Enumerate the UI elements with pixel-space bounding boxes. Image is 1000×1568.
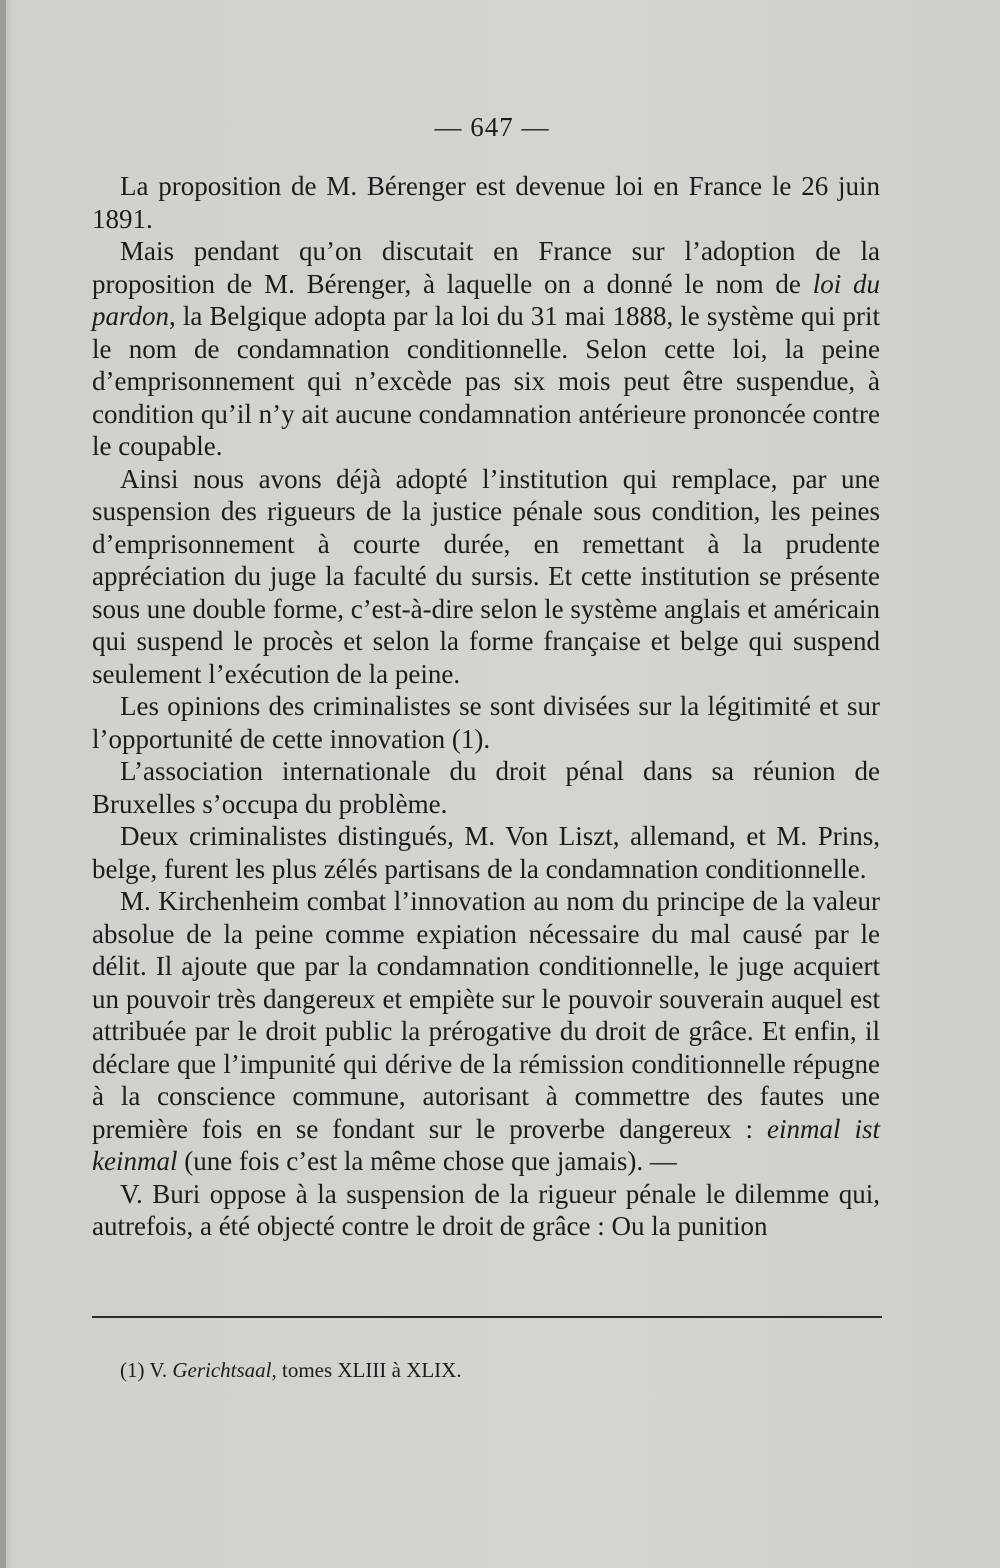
- paragraph-2-text-end: , la Belgique adopta par la loi du 31 mai 1888, le système qui prit le nom de condamnation conditionnelle. Selon cette loi, la peine d’emprisonnement qui n’excède pas six mois peut être suspendue, à condition qu’il n’y ait aucune condamnation antérieure prononcée contre le coupable.: [92, 301, 880, 461]
- paragraph-3-text: Ainsi nous avons déjà adopté l’institution qui remplace, par une suspension des rigueurs de la justice pénale sous condition, les peines d’emprisonnement à courte durée, en remettant à la prudente appréciation du juge la faculté du sursis. Et cette institution se présente sous une double forme, c’est-à-dire selon le système anglais et américain qui suspend le procès et selon la forme française et belge qui suspend seulement l’exécution de la peine.: [92, 463, 880, 689]
- paragraph-1-text: La proposition de M. Bérenger est devenue loi en France le 26 juin 1891.: [92, 171, 880, 234]
- paragraph-7-text-start: M. Kirchenheim combat l’innovation au nom du principe de la valeur absolue de la peine comme expiation nécessaire du mal causé par le délit. Il ajoute que par la condamnation conditionnelle, le juge acquiert un pouvoir très dangereux et empiète sur le pouvoir souverain auquel est attribuée par le droit public la prérogative du droit de grâce. Et enfin, il déclare que l’impunité qui dérive de la rémission conditionnelle répugne à la conscience commune, autorisant à commettre des fautes une première fois en se fondant sur le proverbe dangereux :: [92, 886, 880, 1144]
- paragraph-3: [92, 463, 880, 691]
- paragraph-5-text: L’association internationale du droit pénal dans sa réunion de Bruxelles s’occupa du problème.: [92, 756, 880, 819]
- paragraph-8: [92, 1178, 880, 1243]
- footnote-source-title: Gerichtsaal,: [172, 1358, 277, 1382]
- paragraph-7: [92, 885, 880, 1178]
- paragraph-4-text: Les opinions des criminalistes se sont divisées sur la légitimité et sur l’opportunité de cette innovation (1).: [92, 691, 880, 754]
- loi-du-pardon-term: loi du pardon: [92, 268, 880, 331]
- footnote-marker: (1) V.: [120, 1358, 173, 1382]
- paragraph-8-text: V. Buri oppose à la suspension de la rigueur pénale le dilemme qui, autrefois, a été objecté contre le droit de grâce : Ou la punition: [92, 1178, 880, 1241]
- footnote: [120, 1356, 880, 1384]
- paragraph-1: [92, 170, 880, 235]
- paragraph-7-text-end: (une fois c’est la même chose que jamais). —: [177, 1146, 677, 1176]
- footnote-rule: [92, 1316, 882, 1318]
- page-number: — 647 —: [434, 112, 550, 142]
- proverb-term: einmal ist keinmal: [92, 1113, 880, 1176]
- paragraph-6-text: Deux criminalistes distingués, M. Von Liszt, allemand, et M. Prins, belge, furent les plus zélés partisans de la condamnation conditionnelle.: [92, 821, 880, 884]
- body-text: [92, 170, 880, 1243]
- paragraph-2-text-start: Mais pendant qu’on discutait en France sur l’adoption de la proposition de M. Bérenger, à laquelle on a donné le nom de: [92, 236, 880, 299]
- paragraph-5: [92, 755, 880, 820]
- paragraph-4: [92, 690, 880, 755]
- page-binding-edge: [0, 0, 6, 1568]
- paragraph-6: [92, 820, 880, 885]
- paragraph-2: [92, 235, 880, 463]
- footnote-volumes: tomes XLIII à XLIX.: [276, 1358, 462, 1382]
